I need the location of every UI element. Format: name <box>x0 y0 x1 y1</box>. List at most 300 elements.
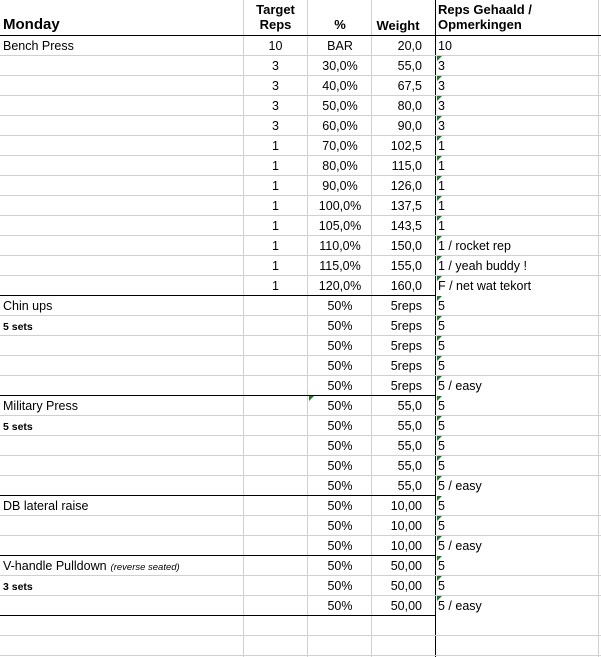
percent-cell[interactable] <box>308 236 372 256</box>
weight-cell[interactable] <box>372 576 422 596</box>
weight-cell-text: 55,0 <box>397 459 422 473</box>
notes-cell-text: 5 <box>438 519 445 533</box>
percent-cell[interactable] <box>308 576 372 596</box>
exercise-cell[interactable] <box>3 216 243 236</box>
exercise-cell-text: 5 sets <box>3 321 33 333</box>
notes-cell[interactable] <box>437 556 597 576</box>
weight-cell[interactable] <box>372 636 422 656</box>
percent-cell[interactable] <box>308 416 372 436</box>
percent-cell[interactable] <box>308 136 372 156</box>
exercise-cell-text: 3 sets <box>3 581 33 593</box>
target-reps-cell-text: 3 <box>272 59 279 73</box>
exercise-cell[interactable] <box>3 36 243 56</box>
notes-header-line1: Reps Gehaald / <box>438 2 532 17</box>
weight-cell-text: 5reps <box>390 339 422 353</box>
weight-cell-text: 137,5 <box>390 199 422 213</box>
comment-marker-icon[interactable] <box>437 516 442 521</box>
percent-cell-text: 60,0% <box>322 119 358 133</box>
comment-marker-icon[interactable] <box>437 376 442 381</box>
percent-cell-text: 50% <box>327 579 353 593</box>
table-row <box>0 396 601 416</box>
target-reps-cell-text: 1 <box>272 179 279 193</box>
target-reps-cell[interactable] <box>243 596 308 616</box>
target-reps-cell-text: 1 <box>272 279 279 293</box>
target-reps-cell[interactable] <box>243 316 308 336</box>
exercise-cell[interactable] <box>3 96 243 116</box>
weight-cell[interactable] <box>372 196 422 216</box>
exercise-note-text: (reverse seated) <box>110 562 180 573</box>
comment-marker-icon[interactable] <box>437 576 442 581</box>
weight-cell-text: 5reps <box>390 299 422 313</box>
notes-cell-text: 1 <box>438 219 445 233</box>
percent-cell[interactable] <box>308 196 372 216</box>
percent-cell[interactable] <box>308 436 372 456</box>
weight-header[interactable]: Weight <box>376 18 420 33</box>
weight-cell[interactable] <box>372 536 422 556</box>
comment-marker-icon[interactable] <box>437 76 442 81</box>
exercise-cell[interactable] <box>3 236 243 256</box>
weight-cell[interactable] <box>372 276 422 296</box>
weight-cell[interactable] <box>372 436 422 456</box>
exercise-cell-text: V-handle Pulldown <box>3 559 107 573</box>
comment-marker-icon[interactable] <box>437 416 442 421</box>
notes-cell[interactable] <box>437 176 597 196</box>
exercise-cell[interactable] <box>3 176 243 196</box>
notes-cell[interactable] <box>437 56 597 76</box>
notes-cell[interactable] <box>437 116 597 136</box>
table-row <box>0 196 601 216</box>
percent-cell-text: 90,0% <box>322 179 358 193</box>
comment-marker-icon[interactable] <box>437 196 442 201</box>
target-reps-cell[interactable] <box>243 196 308 216</box>
comment-marker-icon[interactable] <box>437 496 442 501</box>
exercise-cell[interactable] <box>3 396 243 416</box>
notes-cell-text: 5 / easy <box>438 599 482 613</box>
percent-cell[interactable] <box>308 256 372 276</box>
percent-cell-text: 120,0% <box>318 279 362 293</box>
target-reps-cell[interactable] <box>243 376 308 396</box>
exercise-cell[interactable] <box>3 536 243 556</box>
weight-cell[interactable] <box>372 336 422 356</box>
exercise-cell[interactable] <box>3 436 243 456</box>
exercise-cell[interactable] <box>3 456 243 476</box>
table-row <box>0 416 601 436</box>
comment-marker-icon[interactable] <box>437 436 442 441</box>
notes-cell[interactable] <box>437 296 597 316</box>
comment-marker-icon[interactable] <box>437 396 442 401</box>
exercise-cell[interactable] <box>3 196 243 216</box>
table-row <box>0 456 601 476</box>
exercise-cell-text: DB lateral raise <box>3 499 89 513</box>
percent-cell-text: 50,0% <box>322 99 358 113</box>
exercise-cell[interactable] <box>3 136 243 156</box>
notes-cell[interactable] <box>437 256 597 276</box>
notes-cell[interactable] <box>437 576 597 596</box>
comment-marker-icon[interactable] <box>437 116 442 121</box>
weight-cell-text: 55,0 <box>397 439 422 453</box>
notes-cell-text: 1 / rocket rep <box>438 239 511 253</box>
table-row <box>0 596 601 616</box>
target-reps-cell[interactable] <box>243 636 308 656</box>
comment-marker-icon[interactable] <box>437 556 442 561</box>
table-row <box>0 336 601 356</box>
weight-cell-text: 10,00 <box>390 519 422 533</box>
notes-cell-text: 5 <box>438 399 445 413</box>
weight-cell-text: 50,00 <box>390 559 422 573</box>
percent-cell-text: 105,0% <box>318 219 362 233</box>
notes-cell-text: 5 / easy <box>438 379 482 393</box>
weight-cell[interactable] <box>372 176 422 196</box>
comment-marker-icon[interactable] <box>437 276 442 281</box>
notes-cell[interactable] <box>437 396 597 416</box>
weight-cell[interactable] <box>372 376 422 396</box>
weight-cell-text: 50,00 <box>390 599 422 613</box>
percent-cell-text: 50% <box>327 319 353 333</box>
target-reps-cell[interactable] <box>243 216 308 236</box>
target-reps-cell-text: 10 <box>268 39 283 53</box>
percent-cell[interactable] <box>308 176 372 196</box>
percent-cell-text: 50% <box>327 599 353 613</box>
comment-marker-icon[interactable] <box>437 336 442 341</box>
target-reps-cell[interactable] <box>243 116 308 136</box>
target-reps-cell[interactable] <box>243 496 308 516</box>
percent-cell-text: 70,0% <box>322 139 358 153</box>
notes-cell-text: 1 <box>438 199 445 213</box>
percent-cell[interactable] <box>308 336 372 356</box>
weight-cell[interactable] <box>372 616 422 636</box>
percent-cell[interactable] <box>308 156 372 176</box>
exercise-cell[interactable] <box>3 336 243 356</box>
weight-cell-text: 150,0 <box>390 239 422 253</box>
weight-cell[interactable] <box>372 416 422 436</box>
notes-cell[interactable] <box>437 416 597 436</box>
notes-cell-text: 5 / easy <box>438 539 482 553</box>
weight-cell-text: 55,0 <box>397 399 422 413</box>
exercise-cell[interactable] <box>3 116 243 136</box>
exercise-cell[interactable] <box>3 376 243 396</box>
notes-cell[interactable] <box>437 536 597 556</box>
notes-cell[interactable] <box>437 476 597 496</box>
comment-marker-icon[interactable] <box>437 596 442 601</box>
percent-cell-text: 50% <box>327 539 353 553</box>
table-row <box>0 36 601 56</box>
notes-cell-text: 5 <box>438 339 445 353</box>
percent-cell-text: 100,0% <box>318 199 362 213</box>
table-row <box>0 136 601 156</box>
target-reps-cell[interactable] <box>243 476 308 496</box>
notes-cell-text: 3 <box>438 99 445 113</box>
table-row <box>0 496 601 516</box>
exercise-cell[interactable] <box>3 476 243 496</box>
percent-cell[interactable] <box>308 496 372 516</box>
notes-cell-text: 5 <box>438 459 445 473</box>
weight-cell-text: 55,0 <box>397 479 422 493</box>
weight-cell[interactable] <box>372 236 422 256</box>
comment-marker-icon[interactable] <box>437 356 442 361</box>
notes-cell[interactable] <box>437 456 597 476</box>
target-reps-cell[interactable] <box>243 336 308 356</box>
weight-cell-text: 5reps <box>390 379 422 393</box>
target-reps-header[interactable] <box>243 2 308 32</box>
notes-cell[interactable] <box>437 216 597 236</box>
day-title: Monday <box>3 16 60 33</box>
table-row <box>0 296 601 316</box>
target-reps-cell[interactable] <box>243 276 308 296</box>
notes-cell[interactable] <box>437 76 597 96</box>
exercise-cell[interactable] <box>3 316 243 336</box>
exercise-cell[interactable] <box>3 556 243 576</box>
target-reps-cell[interactable] <box>243 156 308 176</box>
comment-marker-icon[interactable] <box>437 256 442 261</box>
target-reps-cell[interactable] <box>243 616 308 636</box>
weight-cell[interactable] <box>372 556 422 576</box>
target-reps-cell[interactable] <box>243 56 308 76</box>
table-row <box>0 116 601 136</box>
weight-cell[interactable] <box>372 136 422 156</box>
target-reps-cell-text: 3 <box>272 119 279 133</box>
row-divider <box>0 655 601 656</box>
notes-cell-text: 3 <box>438 79 445 93</box>
weight-cell[interactable] <box>372 116 422 136</box>
percent-cell-text: 50% <box>327 379 353 393</box>
target-reps-cell[interactable] <box>243 36 308 56</box>
percent-cell[interactable] <box>308 396 372 416</box>
notes-cell-text: 5 <box>438 559 445 573</box>
target-reps-cell[interactable] <box>243 396 308 416</box>
percent-cell-text: 50% <box>327 339 353 353</box>
percent-cell-text: 50% <box>327 439 353 453</box>
target-reps-cell-text: 3 <box>272 99 279 113</box>
weight-cell[interactable] <box>372 296 422 316</box>
percent-cell[interactable] <box>308 96 372 116</box>
notes-cell[interactable] <box>437 96 597 116</box>
notes-cell[interactable] <box>437 316 597 336</box>
weight-cell[interactable] <box>372 476 422 496</box>
exercise-cell[interactable] <box>3 76 243 96</box>
percent-cell[interactable] <box>308 516 372 536</box>
target-reps-cell[interactable] <box>243 136 308 156</box>
weight-cell[interactable] <box>372 216 422 236</box>
percent-cell[interactable] <box>308 616 372 636</box>
table-row <box>0 156 601 176</box>
percent-cell[interactable] <box>308 456 372 476</box>
table-row <box>0 636 601 656</box>
exercise-cell[interactable] <box>3 616 243 636</box>
exercise-cell[interactable] <box>3 56 243 76</box>
weight-cell[interactable] <box>372 316 422 336</box>
notes-cell[interactable] <box>437 136 597 156</box>
table-row <box>0 356 601 376</box>
notes-cell-text: 10 <box>438 39 452 53</box>
target-reps-cell-text: 1 <box>272 219 279 233</box>
comment-marker-icon[interactable] <box>437 476 442 481</box>
comment-marker-icon[interactable] <box>437 536 442 541</box>
weight-cell[interactable] <box>372 56 422 76</box>
exercise-cell-text: Military Press <box>3 399 79 413</box>
weight-cell[interactable] <box>372 516 422 536</box>
target-reps-cell[interactable] <box>243 256 308 276</box>
weight-cell-text: 10,00 <box>390 539 422 553</box>
target-reps-cell[interactable] <box>243 456 308 476</box>
target-reps-cell[interactable] <box>243 436 308 456</box>
percent-cell-text: 50% <box>327 559 353 573</box>
weight-cell-text: 102,5 <box>390 139 422 153</box>
weight-cell[interactable] <box>372 36 422 56</box>
weight-cell[interactable] <box>372 396 422 416</box>
notes-cell[interactable] <box>437 596 597 616</box>
table-row <box>0 216 601 236</box>
notes-cell[interactable] <box>437 356 597 376</box>
weight-cell[interactable] <box>372 456 422 476</box>
percent-cell-text: BAR <box>327 39 353 53</box>
exercise-cell[interactable] <box>3 636 243 656</box>
comment-marker-icon[interactable] <box>437 96 442 101</box>
weight-cell[interactable] <box>372 256 422 276</box>
target-reps-cell[interactable] <box>243 356 308 376</box>
target-reps-cell[interactable] <box>243 96 308 116</box>
weight-cell-text: 50,00 <box>390 579 422 593</box>
notes-cell-text: 5 <box>438 319 445 333</box>
target-reps-cell-text: 1 <box>272 259 279 273</box>
exercise-cell[interactable] <box>3 276 243 296</box>
percent-cell-text: 50% <box>327 479 353 493</box>
comment-marker-icon[interactable] <box>437 456 442 461</box>
exercise-cell[interactable] <box>3 296 243 316</box>
exercise-cell[interactable] <box>3 496 243 516</box>
percent-cell-text: 50% <box>327 499 353 513</box>
target-reps-cell[interactable] <box>243 516 308 536</box>
weight-cell[interactable] <box>372 96 422 116</box>
percent-cell-text: 50% <box>327 359 353 373</box>
weight-cell-text: 55,0 <box>397 419 422 433</box>
target-reps-cell[interactable] <box>243 536 308 556</box>
notes-cell[interactable] <box>437 276 597 296</box>
target-reps-cell-text: 1 <box>272 199 279 213</box>
percent-cell[interactable] <box>308 36 372 56</box>
target-reps-cell[interactable] <box>243 576 308 596</box>
exercise-cell-text: 5 sets <box>3 421 33 433</box>
percent-cell[interactable] <box>308 356 372 376</box>
notes-cell[interactable] <box>437 336 597 356</box>
table-row <box>0 176 601 196</box>
comment-marker-icon[interactable] <box>437 296 442 301</box>
weight-cell-text: 115,0 <box>391 159 422 173</box>
target-reps-cell[interactable] <box>243 76 308 96</box>
notes-cell[interactable] <box>437 616 597 636</box>
comment-marker-icon[interactable] <box>309 396 314 401</box>
target-reps-cell[interactable] <box>243 236 308 256</box>
percent-cell[interactable] <box>308 476 372 496</box>
exercise-cell-text: Chin ups <box>3 299 53 313</box>
percent-cell[interactable] <box>308 636 372 656</box>
weight-cell-text: 55,0 <box>397 59 422 73</box>
notes-cell[interactable] <box>437 516 597 536</box>
percent-cell[interactable] <box>308 376 372 396</box>
notes-cell[interactable] <box>437 36 597 56</box>
percent-cell[interactable] <box>308 56 372 76</box>
comment-marker-icon[interactable] <box>437 316 442 321</box>
percent-cell[interactable] <box>308 536 372 556</box>
percent-cell[interactable] <box>308 276 372 296</box>
percent-cell-text: 115,0% <box>319 259 361 273</box>
table-row <box>0 76 601 96</box>
percent-cell-text: 110,0% <box>319 239 361 253</box>
exercise-cell[interactable] <box>3 356 243 376</box>
target-reps-cell[interactable] <box>243 176 308 196</box>
weight-cell-text: 126,0 <box>390 179 422 193</box>
comment-marker-icon[interactable] <box>437 156 442 161</box>
notes-cell[interactable] <box>437 496 597 516</box>
notes-header[interactable] <box>438 2 532 32</box>
comment-marker-icon[interactable] <box>437 176 442 181</box>
weight-cell-text: 5reps <box>390 359 422 373</box>
exercise-cell[interactable] <box>3 596 243 616</box>
percent-cell[interactable] <box>308 296 372 316</box>
weight-cell[interactable] <box>372 356 422 376</box>
notes-cell-text: 3 <box>438 59 445 73</box>
comment-marker-icon[interactable] <box>437 236 442 241</box>
percent-cell[interactable] <box>308 76 372 96</box>
exercise-cell[interactable] <box>3 156 243 176</box>
notes-cell[interactable] <box>437 376 597 396</box>
percent-cell-text: 50% <box>327 299 353 313</box>
weight-cell-text: 67,5 <box>397 79 422 93</box>
notes-cell[interactable] <box>437 236 597 256</box>
percent-cell-text: 30,0% <box>322 59 358 73</box>
table-row <box>0 236 601 256</box>
weight-cell-text: 90,0 <box>397 119 422 133</box>
notes-cell[interactable] <box>437 196 597 216</box>
weight-cell[interactable] <box>372 596 422 616</box>
notes-cell[interactable] <box>437 156 597 176</box>
notes-cell-text: 5 <box>438 419 445 433</box>
percent-cell[interactable] <box>308 596 372 616</box>
table-row <box>0 536 601 556</box>
weight-cell[interactable] <box>372 496 422 516</box>
comment-marker-icon[interactable] <box>437 56 442 61</box>
weight-cell[interactable] <box>372 156 422 176</box>
exercise-cell[interactable] <box>3 516 243 536</box>
percent-cell[interactable] <box>308 116 372 136</box>
comment-marker-icon[interactable] <box>437 136 442 141</box>
exercise-cell[interactable] <box>3 256 243 276</box>
notes-cell-text: 5 <box>438 359 445 373</box>
percent-cell-text: 80,0% <box>322 159 358 173</box>
weight-cell[interactable] <box>372 76 422 96</box>
notes-cell[interactable] <box>437 436 597 456</box>
target-reps-cell[interactable] <box>243 296 308 316</box>
exercise-cell[interactable] <box>3 416 243 436</box>
table-row <box>0 96 601 116</box>
comment-marker-icon[interactable] <box>437 216 442 221</box>
weight-cell-text: 5reps <box>390 319 422 333</box>
notes-cell-text: 5 <box>438 299 445 313</box>
target-reps-cell[interactable] <box>243 556 308 576</box>
percent-header[interactable]: % <box>334 17 346 32</box>
notes-cell-text: 5 <box>438 439 445 453</box>
exercise-cell[interactable] <box>3 576 243 596</box>
target-reps-header-line2: Reps <box>259 17 292 32</box>
notes-cell-text: 1 <box>438 159 445 173</box>
target-reps-cell[interactable] <box>243 416 308 436</box>
percent-cell[interactable] <box>308 216 372 236</box>
percent-cell[interactable] <box>308 556 372 576</box>
notes-cell[interactable] <box>437 636 597 656</box>
weight-cell-text: 155,0 <box>390 259 422 273</box>
percent-cell[interactable] <box>308 316 372 336</box>
percent-cell-text: 40,0% <box>322 79 358 93</box>
table-row <box>0 616 601 636</box>
